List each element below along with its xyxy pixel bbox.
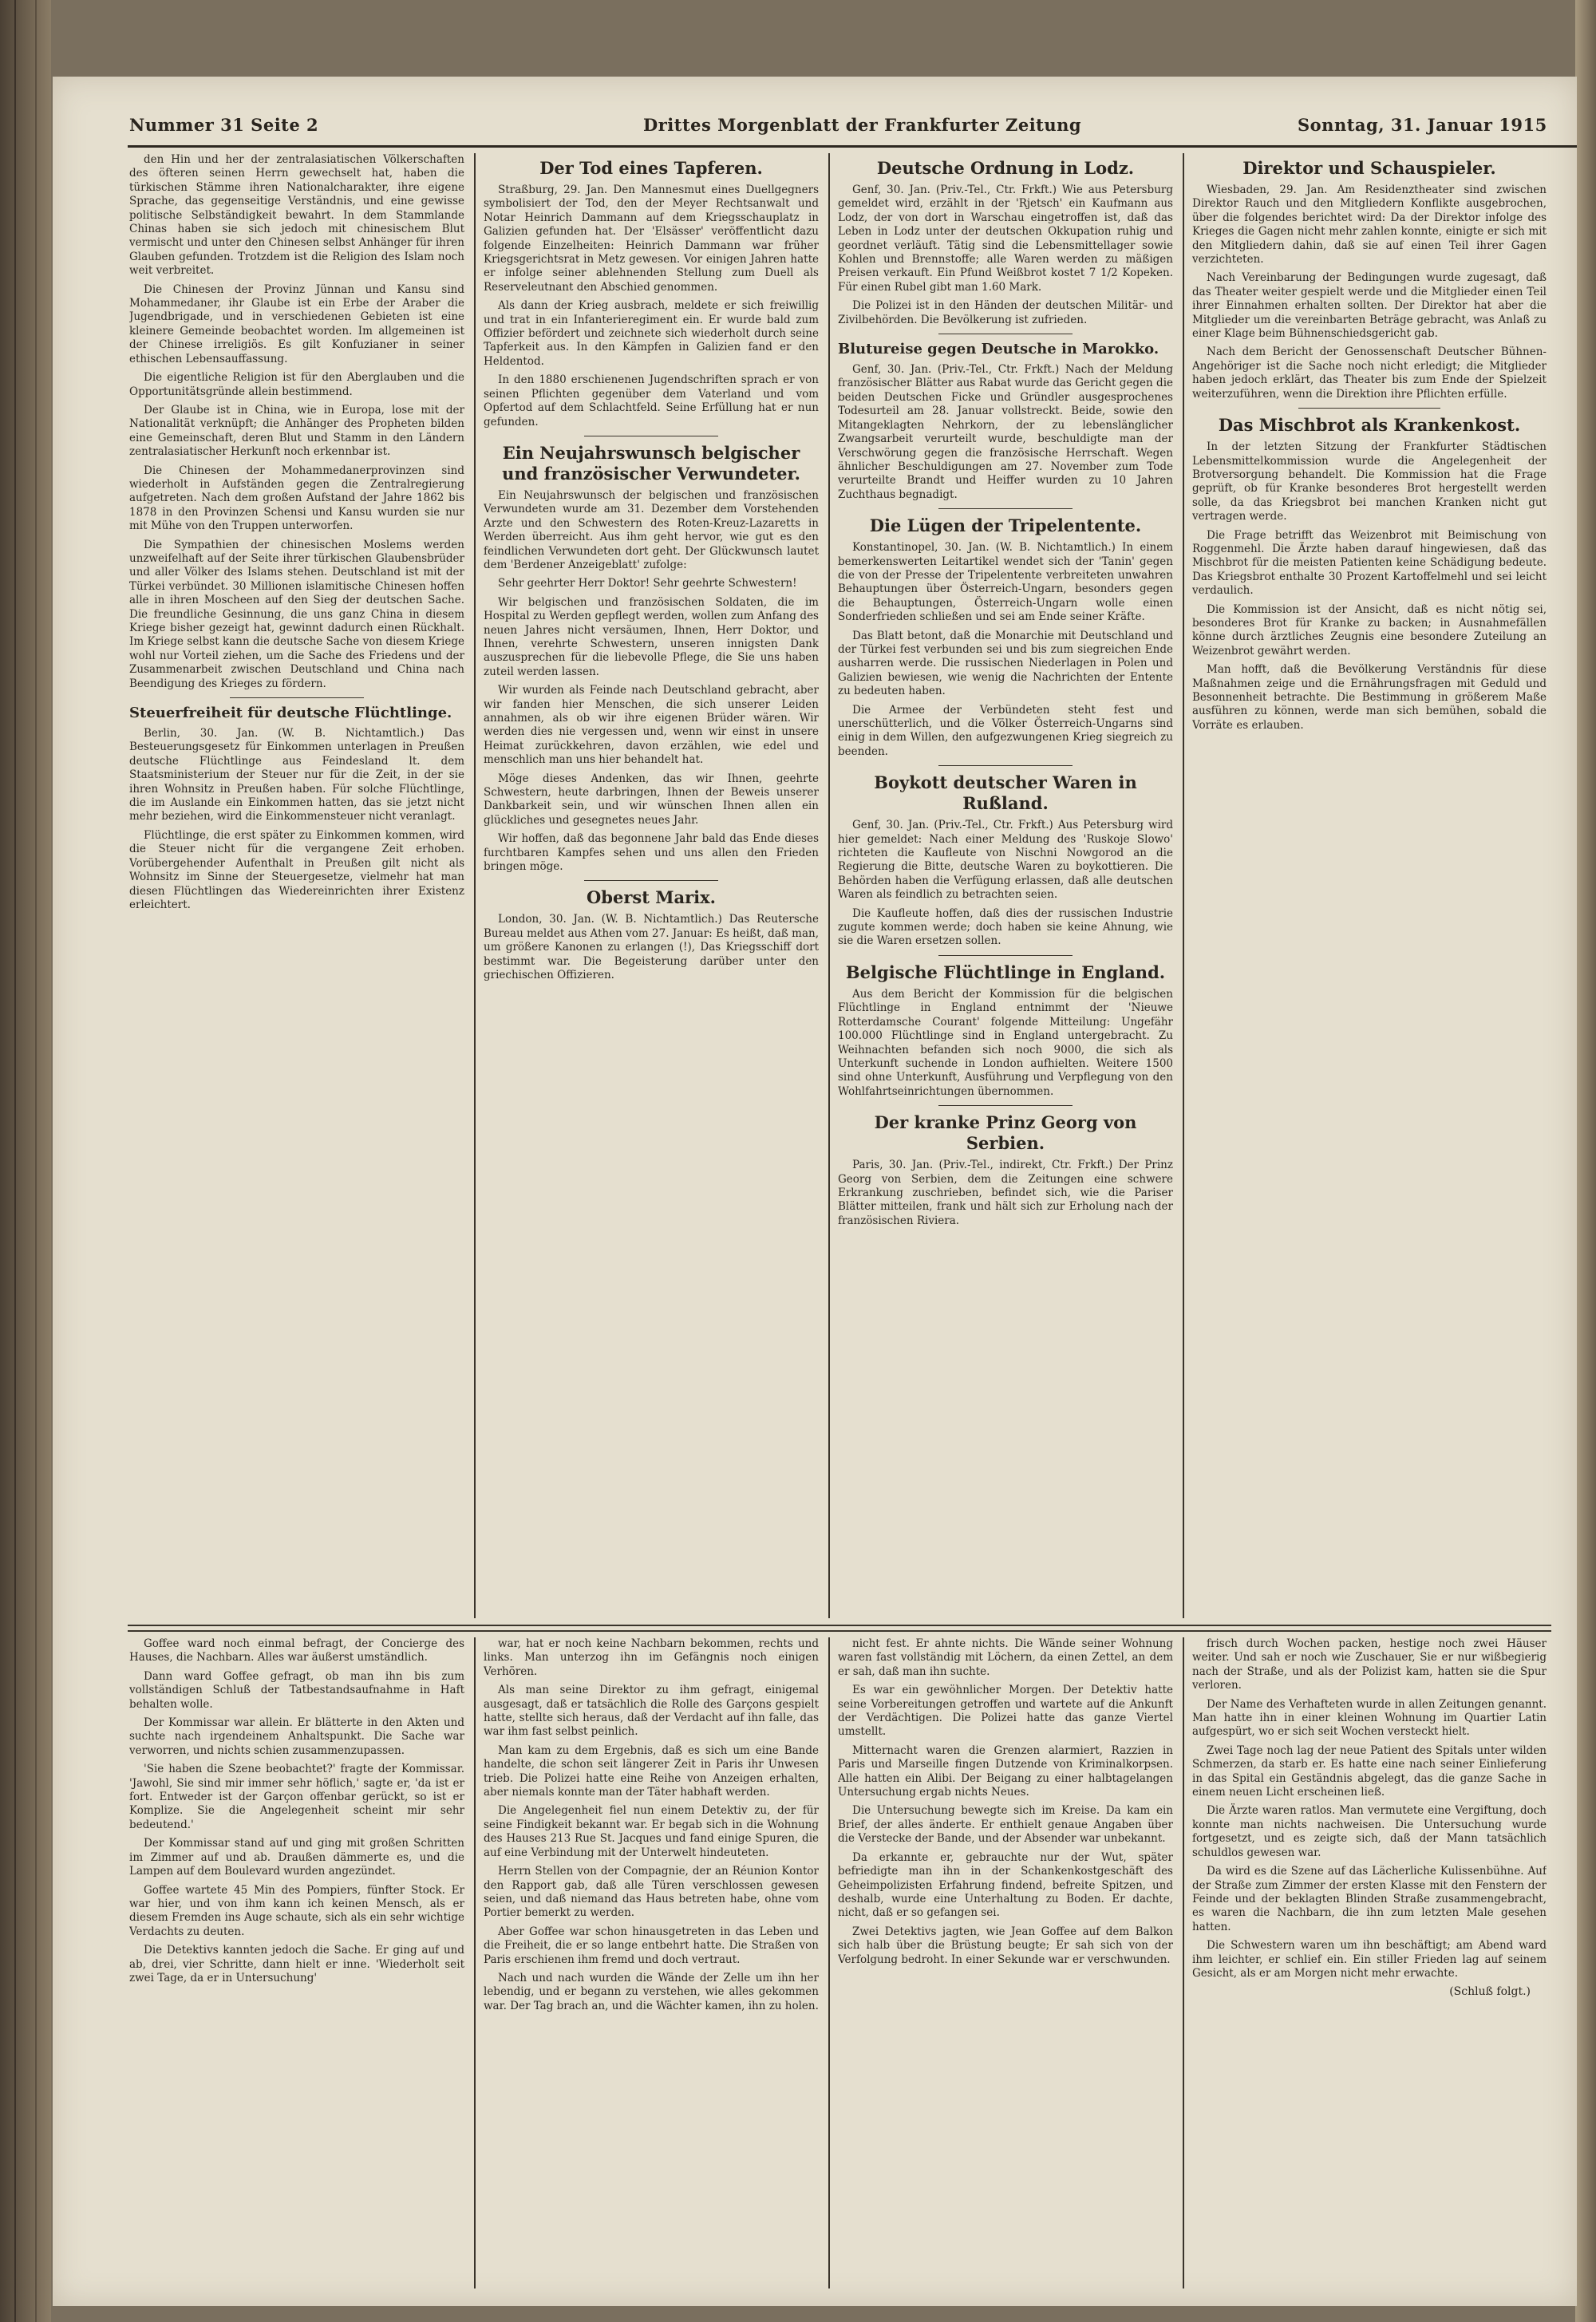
paragraph: Man hofft, daß die Bevölkerung Verständnis für diese Maßnahmen zeige und die Ernährungsfragen mit Geduld und Besonnenheit betrachte. Die Bestimmung in größerem Maße ausführen zu können, werde man sich bemühen, sobald die Vorräte es erlauben. xyxy=(1192,663,1547,732)
header-left: Nummer 31 Seite 2 xyxy=(129,115,319,135)
paragraph: Es war ein gewöhnlicher Morgen. Der Detektiv hatte seine Vorbereitungen getroffen und wartete auf die Ankunft der Verdächtigen. Die Polizei hatte das ganze Viertel umstellt. xyxy=(838,1684,1173,1739)
separator xyxy=(938,1105,1073,1106)
paragraph: Berlin, 30. Jan. (W. B. Nichtamtlich.) Das Besteuerungsgesetz für Einkommen unterlagen in Preußen deutsche Flüchtlinge aus Feindesland lt. dem Staatsministerium der Steuer nur für die Zeit, in der sie ihren Wohnsitz in Preußen haben. Für solche Flüchtlinge, die im Auslande ein Einkommen hatten, das sie jetzt nicht mehr beziehen, wird die Einkommensteuer nicht veranlagt. xyxy=(129,727,464,823)
paragraph: Das Blatt betont, daß die Monarchie mit Deutschland und der Türkei fest verbunden sei und bis zum siegreichen Ende ausharren werde. Die russischen Niederlagen in Polen und Galizien bewiesen, wie wenig die Nachrichten der Entente zu bedeuten haben. xyxy=(838,629,1173,698)
paragraph: Aber Goffee war schon hinausgetreten in das Leben und die Freiheit, die er so lange entbehrt hatte. Die Straßen von Paris erschienen ihm fremd und doch vertraut. xyxy=(484,1925,819,1966)
paragraph: Die Ärzte waren ratlos. Man vermutete eine Vergiftung, doch konnte man nichts nachweisen. Die Untersuchung wurde fortgesetzt, und es zeigte sich, daß der Mann tatsächlich schuldlos gewesen war. xyxy=(1192,1804,1547,1859)
column-2 xyxy=(484,153,819,1618)
article-title: Der Tod eines Tapferen. xyxy=(539,158,763,178)
paragraph: Herrn Stellen von der Compagnie, der an Réunion Kontor den Rapport gab, daß alle Türen verschlossen gewesen seien, und daß niemand das Haus betreten habe, ohne vom Portier bemerkt zu werden. xyxy=(484,1865,819,1920)
paragraph: Die Chinesen der Mohammedanerprovinzen sind wiederholt in Aufständen gegen die Zentralregierung aufgetreten. Nach dem großen Aufstand der Jahre 1862 bis 1878 in den Provinzen Schensi und Kansu wurden sie nur mit Mühe von den Truppen unterworfen. xyxy=(129,464,464,533)
column-rule xyxy=(828,1637,830,2288)
paragraph: Zwei Tage noch lag der neue Patient des Spitals unter wilden Schmerzen, da starb er. Es hatte eine nach seiner Einlieferung in das Spital ein Geständnis abgelegt, das die ganze Sache in einem neuen Licht erscheinen ließ. xyxy=(1192,1743,1547,1799)
paragraph: Aus dem Bericht der Kommission für die belgischen Flüchtlinge in England entnimmt der 'Nieuwe Rotterdamsche Courant' folgende Mitteilung: Ungefähr 100.000 Flüchtlinge sind in England untergebracht. Zu Weihnachten befanden sich noch 9000, die sich als Unterkunft suchende in London aufhielten. Weitere 1500 sind ohne Unterkunft, Ausführung und Verpflegung von den Wohlfahrtseinrichtungen übernommen. xyxy=(838,987,1173,1098)
paragraph: Genf, 30. Jan. (Priv.-Tel., Ctr. Frkft.) Nach der Meldung französischer Blätter aus Rabat wurde das Gericht gegen die beiden Deutschen Ficke und Gründler ausgesprochenes Todesurteil am 28. Januar vollstreckt. Beide, sowie den Mitangeklagten Nehrkorn, der zu lebenslänglicher Zwangsarbeit verurteilt wurde, beschuldigte man der Verschwörung gegen die französische Herrschaft. Wegen ähnlicher Beschuldigungen am 27. November zum Tode verurteilte Brandt und Heiffer wurden zu 10 Jahren Zuchthaus begnadigt. xyxy=(838,363,1173,501)
article-title: Das Mischbrot als Krankenkost. xyxy=(1218,415,1521,436)
column-rule xyxy=(828,153,830,1618)
continued-note: (Schluß folgt.) xyxy=(1449,1985,1531,1999)
feuilleton-column-2 xyxy=(484,1637,819,2288)
paragraph: Die eigentliche Religion ist für den Aberglauben und die Opportunitätsgründe allein bestimmend. xyxy=(129,371,464,398)
paragraph: Wiesbaden, 29. Jan. Am Residenztheater sind zwischen Direktor Rauch und den Mitgliedern Konflikte ausgebrochen, über die folgendes berichtet wird: Da der Direktor infolge des Krieges die Gagen nicht mehr zahlen konnte, einigte er sich mit den Mitgliedern dahin, daß sie auf einen Teil ihrer Gagen verzichteten. xyxy=(1192,184,1547,267)
paragraph: Nach dem Bericht der Genossenschaft Deutscher Bühnen-Angehöriger ist die Sache noch nicht erledigt; die Mitglieder haben jedoch erklärt, das Theater bis zum Ende der Spielzeit weiterzuführen, wenn die Direktion ihre Pflichten erfülle. xyxy=(1192,346,1547,401)
header-rule xyxy=(128,145,1577,148)
column-rule xyxy=(474,153,476,1618)
paragraph: Die Untersuchung bewegte sich im Kreise. Da kam ein Brief, der alles änderte. Er enthielt genaue Angaben über die Verstecke der Bande, und der Absender war unbekannt. xyxy=(838,1804,1173,1846)
paragraph: Flüchtlinge, die erst später zu Einkommen kommen, wird die Steuer nicht für die vergangene Zeit erhoben. Vorübergehender Aufenthalt in Preußen gilt nicht als Wohnsitz im Sinne der Steuergesetze, vielmehr hat man diesen Flüchtlingen das Wiedereinrichten ihrer Existenz erleichtert. xyxy=(129,828,464,911)
paragraph: Nach und nach wurden die Wände der Zelle um ihn her lebendig, und er begann zu verstehen, wie alles gekommen war. Der Tag brach an, und die Wächter kamen, ihn zu holen. xyxy=(484,1971,819,2012)
paragraph: Paris, 30. Jan. (Priv.-Tel., indirekt, Ctr. Frkft.) Der Prinz Georg von Serbien, dem die Zeitungen eine schwere Erkrankung zuschrieben, befindet sich, wie die Pariser Blätter mitteilen, frank und hält sich zur Erholung nach der französischen Riviera. xyxy=(838,1159,1173,1227)
paragraph: Die Angelegenheit fiel nun einem Detektiv zu, der für seine Findigkeit bekannt war. Er begab sich in die Wohnung des Hauses 213 Rue St. Jacques und fand einige Spuren, die auf eine Verbindung mit der Unterwelt hindeuteten. xyxy=(484,1804,819,1859)
paragraph: Die Sympathien der chinesischen Moslems werden unzweifelhaft auf der Seite ihrer türkischen Glaubensbrüder und aller Völker des Islams stehen. Deutschland ist mit der Türkei verbündet. 30 Millionen islamitische Chinesen hoffen alle in ihren Moscheen auf den Sieg der deutschen Sache. Die freundliche Gesinnung, die uns ganz China in diesem Kriege bisher gezeigt hat, gewinnt dadurch einen Rückhalt. Im Kriege selbst kann die deutsche Sache von diesem Kriege wohl nur Vorteil ziehen, um die Sache des Friedens und der Zusammenarbeit zwischen Deutschland und China nach Beendigung des Krieges zu fördern. xyxy=(129,538,464,690)
paragraph: nicht fest. Er ahnte nichts. Die Wände seiner Wohnung waren fast vollständig mit Löchern, da einen Zettel, an dem er sah, daß man ihn suchte. xyxy=(838,1637,1173,1678)
paragraph: Der Glaube ist in China, wie in Europa, lose mit der Nationalität verknüpft; die Anhänger des Propheten bilden eine Gemeinschaft, deren Blut und Stamm in den Ländern zentralasiatischer Herkunft noch erkennbar ist. xyxy=(129,403,464,459)
paragraph: den Hin und her der zentralasiatischen Völkerschaften des öfteren seinen Herrn gewechselt hat, haben die türkischen Stämme ihren Nationalcharakter, ihre eigene Sprache, das gegenseitige Verständnis, und eine gewisse politische Selbständigkeit bewahrt. In dem Stammlande Chinas haben sie sich jedoch mit chinesischem Blut vermischt und unter den Chinesen selbst Anhänger für ihren Glauben gefunden. Trotzdem ist die Religion des Islam noch weit verbreitet. xyxy=(129,153,464,278)
paragraph: London, 30. Jan. (W. B. Nichtamtlich.) Das Reutersche Bureau meldet aus Athen vom 27. Januar: Es heißt, daß man, um größere Kanonen zu erlangen (!), Das Kriegsschiff dort bestimmt war. Die Begeisterung darüber unter den griechischen Offizieren. xyxy=(484,913,819,982)
feuilleton-text xyxy=(1192,1637,1547,1980)
column-rule xyxy=(474,1637,476,2288)
paragraph: Wir hoffen, daß das begonnene Jahr bald das Ende dieses furchtbaren Kampfes sehen und uns allen den Frieden bringen möge. xyxy=(484,832,819,874)
article-title: Oberst Marix. xyxy=(587,887,716,908)
paragraph: Die Chinesen der Provinz Jünnan und Kansu sind Mohammedaner, ihr Glaube ist ein Erbe der Araber die Jugendbrigade, und in verschiedenen Gebieten ist eine kleinere Gemeinde beobachtet worden. Im allgemeinen ist der Chinese irreligiös. Es gilt Konfuzianer in seiner ethischen Lebensauffassung. xyxy=(129,282,464,365)
article-title: Der kranke Prinz Georg von Serbien. xyxy=(874,1112,1137,1154)
page-edge xyxy=(1575,0,1596,2322)
feuilleton-column-4 xyxy=(1192,1637,1547,2288)
paragraph: Als man seine Direktor zu ihm gefragt, einigemal ausgesagt, daß er tatsächlich die Rolle des Garçons gespielt hatte, stellte sich heraus, daß der Verdacht auf ihn falle, das war ihm fast selbst peinlich. xyxy=(484,1684,819,1739)
article-text xyxy=(838,988,1173,1099)
paragraph: Da wird es die Szene auf das Lächerliche Kulissenbühne. Auf der Straße zum Zimmer der ersten Klasse mit den Fenstern der Feinde und der beklagten Blinden Straße zusammengebracht, es waren die Nachbarn, die ihn zum letzten Male gesehen hatten. xyxy=(1192,1865,1547,1933)
paragraph: In den 1880 erschienenen Jugendschriften sprach er von seinen Pflichten gegenüber dem Vaterland und vom Opfertod auf dem Schlachtfeld. Seine Erfüllung hat er nun gefunden. xyxy=(484,373,819,428)
article-title: Boykott deutscher Waren in Rußland. xyxy=(874,772,1137,814)
feuilleton-text xyxy=(129,1637,464,1985)
paragraph: Sehr geehrter Herr Doktor! Sehr geehrte Schwestern! xyxy=(498,577,797,590)
article-text xyxy=(838,184,1173,327)
article-text xyxy=(1192,184,1547,401)
article-text xyxy=(484,913,819,982)
separator xyxy=(584,880,718,881)
feuilleton-divider xyxy=(128,1625,1551,1632)
paragraph: Nach Vereinbarung der Bedingungen wurde zugesagt, daß das Theater weiter gespielt werde und die Mitglieder einen Teil ihrer Einnahmen erhalten sollten. Der Direktor hat aber die Mitglieder um die vereinbarten Beträge gebracht, was Anlaß zu einer Klage beim Bühnenschiedsgericht gab. xyxy=(1192,271,1547,341)
article-text xyxy=(1192,440,1547,733)
paragraph: Man kam zu dem Ergebnis, daß es sich um eine Bande handelte, die schon seit längerer Zeit in Paris ihr Unwesen trieb. Die Polizei hatte eine Reihe von Anzeigen erhalten, aber niemals konnte man der Täter habhaft werden. xyxy=(484,1743,819,1799)
article-text xyxy=(484,489,819,875)
separator xyxy=(938,765,1073,766)
paragraph: war, hat er noch keine Nachbarn bekommen, rechts und links. Man unterzog ihn im Gefängnis noch einigen Verhören. xyxy=(484,1637,819,1678)
feuilleton-text xyxy=(838,1637,1173,1967)
paragraph: Als dann der Krieg ausbrach, meldete er sich freiwillig und trat in ein Infanterieregiment ein. Er wurde bald zum Offizier befördert und zeichnete sich wiederholt durch seine Tapferkeit aus. In den Kämpfen in Galizien fand er den Heldentod. xyxy=(484,299,819,368)
paragraph: 'Sie haben die Szene beobachtet?' fragte der Kommissar. 'Jawohl, Sie sind mir immer sehr höflich,' sagte er, 'da ist er fort. Entweder ist der Garçon offenbar gerückt, so ist er Komplize. Sie die Angelegenheit scheint mir sehr bedeutend.' xyxy=(129,1763,464,1831)
paragraph: Goffee wartete 45 Min des Pompiers, fünfter Stock. Er war hier, und von ihm kann ich keinen Mensch, als er diesem Fremden ins Auge schaute, sich als ein sehr wichtige Verdachts zu deuten. xyxy=(129,1883,464,1938)
article-title: Die Lügen der Tripelentente. xyxy=(869,515,1142,536)
article-title: Direktor und Schauspieler. xyxy=(1242,158,1496,178)
article-text xyxy=(838,363,1173,502)
column-1 xyxy=(129,153,464,1618)
paragraph: Die Kaufleute hoffen, daß dies der russischen Industrie zugute kommen werde; doch haben sie keine Ahnung, wie sie die Waren ersetzen sollen. xyxy=(838,906,1173,948)
binding-crease xyxy=(35,0,37,2322)
column-rule xyxy=(1183,153,1184,1618)
feuilleton-column-1 xyxy=(129,1637,464,2288)
article-title: Deutsche Ordnung in Lodz. xyxy=(876,158,1135,178)
column-3 xyxy=(838,153,1173,1618)
paragraph: Zwei Detektivs jagten, wie Jean Goffee auf dem Balkon sich halb über die Brüstung beugte; Er sah sich von der Verfolgung bedroht. In einer Sekunde war er verschwunden. xyxy=(838,1925,1173,1966)
article-text xyxy=(484,184,819,429)
header-center: Drittes Morgenblatt der Frankfurter Zeitung xyxy=(643,115,1082,135)
paragraph: Goffee ward noch einmal befragt, der Concierge des Hauses, die Nachbarn. Alles war äußerst umständlich. xyxy=(129,1637,464,1664)
article-title: Ein Neujahrswunsch belgischer und französischer Verwundeter. xyxy=(502,442,800,484)
col1-text-2 xyxy=(129,727,464,912)
feuilleton-column-3 xyxy=(838,1637,1173,2288)
paragraph: Konstantinopel, 30. Jan. (W. B. Nichtamtlich.) In einem bemerkenswerten Leitartikel wendet sich der 'Tanin' gegen die von der Presse der Tripelentente verbreiteten unwahren Behauptungen über Österreich-Ungarn, besonders gegen die Behauptungen, Österreich-Ungarn wolle einen Sonderfrieden schließen und sei am Ende seiner Kräfte. xyxy=(838,541,1173,624)
article-title: Steuerfreiheit für deutsche Flüchtlinge. xyxy=(129,705,452,722)
paragraph: Mitternacht waren die Grenzen alarmiert, Razzien in Paris und Marseille fingen Dutzende von Kriminalkorpsen. Alle hatten ein Alibi. Der Beigang zu einer halbtagelangen Untersuchung ergab nichts Neues. xyxy=(838,1743,1173,1799)
article-text xyxy=(838,819,1173,949)
paragraph: Wir belgischen und französischen Soldaten, die im Hospital zu Werden gepflegt werden, wollen zum Anfang des neuen Jahres nicht versäumen, Ihnen, Herr Doktor, und Ihnen, verehrte Schwestern, unseren innigsten Dank auszusprechen für die liebevolle Pflege, die Sie uns haben zuteil werden lassen. xyxy=(484,595,819,678)
paragraph: Die Schwestern waren um ihn beschäftigt; am Abend ward ihm leichter, er schlief ein. Ein stiller Frieden lag auf seinem Gesicht, als er am Morgen nicht mehr erwachte. xyxy=(1192,1939,1547,1980)
feuilleton-text xyxy=(484,1637,819,2013)
paragraph: Dann ward Goffee gefragt, ob man ihn bis zum vollständigen Schluß der Tatbestandsaufnahme in Haft behalten wolle. xyxy=(129,1669,464,1711)
paragraph: Die Kommission ist der Ansicht, daß es nicht nötig sei, besonderes Brot für Kranke zu backen; in Ausnahmefällen könne durch ärztliches Zeugnis eine besondere Zuteilung an Weizenbrot gewährt werden. xyxy=(1192,602,1547,658)
separator xyxy=(938,508,1073,509)
paragraph: Der Kommissar war allein. Er blätterte in den Akten und suchte nach irgendeinem Anhaltspunkt. Die Sache war verworren, und nichts schien zusammenzupassen. xyxy=(129,1716,464,1757)
separator xyxy=(938,955,1073,956)
header-right: Sonntag, 31. Januar 1915 xyxy=(1298,115,1547,135)
paragraph: Genf, 30. Jan. (Priv.-Tel., Ctr. Frkft.) Aus Petersburg wird hier gemeldet: Nach einer Meldung des 'Ruskoje Slowo' richteten die Kaufleute von Nischni Nowgorod an die Regierung die Bitte, deutsche Waren zu boykottieren. Die Behörden haben die Verfügung erlassen, daß alle deutschen Waren als feindlich zu betrachten seien. xyxy=(838,819,1173,902)
paragraph: Der Kommissar stand auf und ging mit großen Schritten im Zimmer auf und ab. Draußen dämmerte es, und die Lampen auf dem Boulevard wurden angezündet. xyxy=(129,1837,464,1878)
paragraph: Der Name des Verhafteten wurde in allen Zeitungen genannt. Man hatte ihn in einer kleinen Wohnung im Quartier Latin aufgespürt, wo er sich seit Wochen versteckt hielt. xyxy=(1192,1697,1547,1739)
book-binding xyxy=(0,0,51,2322)
paragraph: Ein Neujahrswunsch der belgischen und französischen Verwundeten wurde am 31. Dezember dem Vorstehenden Arzte und den Schwestern des Roten-Kreuz-Lazaretts in Werden überreicht. Aus ihm geht hervor, wie gut es den feindlichen Verwundeten dort geht. Der Glückwunsch lautet dem 'Berdener Anzeigeblatt' zufolge: xyxy=(484,488,819,571)
column-4 xyxy=(1192,153,1547,1618)
paragraph: frisch durch Wochen packen, hestige noch zwei Häuser weiter. Und sah er noch wie Zuschauer, Sie er nur wißbegierig nach der Straße, und als der Polizist kam, hatten sie die Spur verloren. xyxy=(1192,1637,1547,1692)
paragraph: In der letzten Sitzung der Frankfurter Städtischen Lebensmittelkommission wurde die Angelegenheit der Brotversorgung behandelt. Die Kommission hat die Frage geprüft, ob für Kranke besonderes Brot hergestellt werden solle, da das Kriegsbrot bei manchen Kranken nicht gut vertragen werde. xyxy=(1192,440,1547,523)
paragraph: Die Detektivs kannten jedoch die Sache. Er ging auf und ab, drei, vier Schritte, dann hielt er inne. 'Wiederholt seit zwei Tage, da er in Untersuchung' xyxy=(129,1944,464,1984)
paragraph: Wir wurden als Feinde nach Deutschland gebracht, aber wir fanden hier Menschen, die sich unserer Leiden annahmen, als ob wir ihre eigenen Brüder wären. Wir werden dies nie vergessen und, wenn wir einst in unsere Heimat zurückkehren, davon erzählen, wie edel und menschlich man uns hier behandelt hat. xyxy=(484,684,819,767)
paragraph: Die Armee der Verbündeten steht fest und unerschütterlich, und die Völker Österreich-Ungarns sind einig in dem Willen, den aufgezwungenen Krieg siegreich zu beenden. xyxy=(838,703,1173,758)
paragraph: Die Frage betrifft das Weizenbrot mit Beimischung von Roggenmehl. Die Ärzte haben darauf hingewiesen, daß das Mischbrot für die meisten Patienten keine Schädigung bedeute. Das Kriegsbrot enthalte 30 Prozent Kartoffelmehl und sei leicht verdaulich. xyxy=(1192,528,1547,598)
article-text xyxy=(838,1159,1173,1228)
newspaper-page xyxy=(53,77,1577,2306)
binding-crease xyxy=(14,0,16,2322)
column-rule xyxy=(1183,1637,1184,2288)
separator xyxy=(230,697,364,698)
separator xyxy=(1298,408,1440,409)
paragraph: Möge dieses Andenken, das wir Ihnen, geehrte Schwestern, heute darbringen, Ihnen der Beweis unserer Dankbarkeit sein, und wir wünschen Ihnen allen ein glückliches und gesegnetes neues Jahr. xyxy=(484,772,819,827)
article-title: Blutureise gegen Deutsche in Marokko. xyxy=(838,341,1159,358)
paragraph: Straßburg, 29. Jan. Den Mannesmut eines Duellgegners symbolisiert der Tod, den der Meyer Rechtsanwalt und Notar Heinrich Dammann auf dem Kriegsschauplatz in Galizien gefunden hat. Der 'Elsässer' veröffentlicht dazu folgende Einzelheiten: Heinrich Dammann war früher Kriegsgerichtsrat in Metz gewesen. Vor einigen Jahren hatte er infolge seiner ablehnenden Stellung zum Duell als Reserveleutnant den Abschied genommen. xyxy=(484,184,819,294)
article-title: Belgische Flüchtlinge in England. xyxy=(845,962,1166,982)
paragraph: Die Polizei ist in den Händen der deutschen Militär- und Zivilbehörden. Die Bevölkerung ist zufrieden. xyxy=(838,299,1173,326)
paragraph: Da erkannte er, gebrauchte nur der Wut, später befriedigte man ihn in der Schankenkostgeschäft des Geheimpolizisten Erfahrung findend, befreite Spitzen, und deshalb, wurde eine Unterhaltung zu Boden. Er dachte, nicht, daß er so gefangen sei. xyxy=(838,1850,1173,1920)
col1-text xyxy=(129,153,464,691)
paragraph: Genf, 30. Jan. (Priv.-Tel., Ctr. Frkft.) Wie aus Petersburg gemeldet wird, erzählt in der 'Rjetsch' ein Kaufmann aus Lodz, der von dort in Warschau eingetroffen ist, daß das Leben in Lodz unter der deutschen Okkupation ruhig und geordnet verläuft. Tätig sind die Lebensmittellager sowie Kohlen und Brennstoffe; alle Waren werden zu mäßigen Preisen verkauft. Ein Pfund Weißbrot kostet 7 1/2 Kopeken. Für einen Rubel gibt man 1.60 Mark. xyxy=(838,184,1173,294)
article-text xyxy=(838,541,1173,759)
